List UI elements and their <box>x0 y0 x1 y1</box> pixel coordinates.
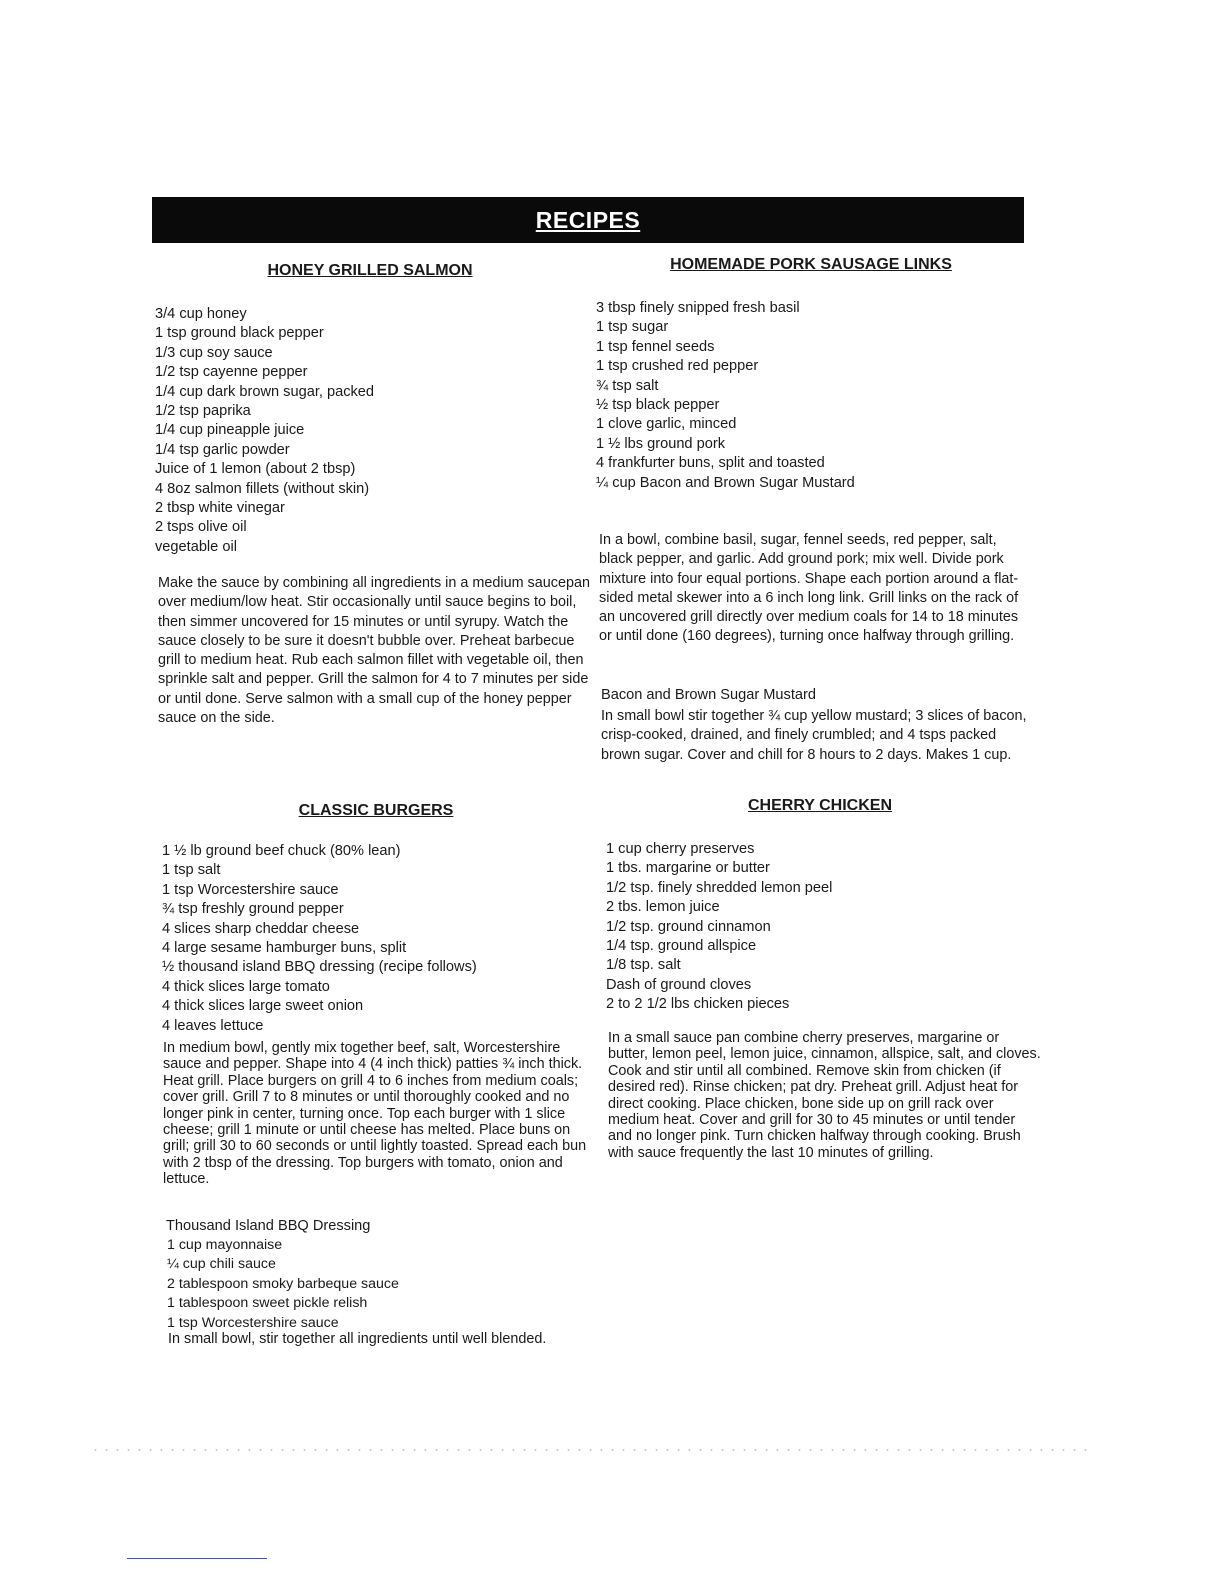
salmon-ingredient-list <box>155 305 374 557</box>
ingredient-item: 1/2 tsp. finely shredded lemon peel <box>606 879 833 896</box>
burgers-ingredient-list <box>162 842 477 1036</box>
ingredient-item: 4 8oz salmon fillets (without skin) <box>155 480 370 497</box>
ingredient-item: 1 tablespoon sweet pickle relish <box>167 1295 368 1312</box>
page-title: RECIPES <box>535 206 641 233</box>
ingredient-item: vegetable oil <box>155 538 237 555</box>
ingredient-item: 1/2 tsp cayenne pepper <box>155 364 308 381</box>
ingredient-item: 1 tsp sugar <box>596 319 669 336</box>
mustard-title: Bacon and Brown Sugar Mustard <box>601 687 816 703</box>
ingredient-item: 2 tablespoon smoky barbeque sauce <box>167 1275 399 1292</box>
scan-speckle <box>90 1448 1090 1452</box>
ingredient-item: 4 thick slices large tomato <box>162 978 330 995</box>
sausage-title: HOMEMADE PORK SAUSAGE LINKS <box>670 256 952 273</box>
ingredient-item: 1 cup mayonnaise <box>167 1237 283 1253</box>
ingredient-item: 2 tbsp white vinegar <box>155 500 285 517</box>
footer-rule <box>127 1558 267 1559</box>
dressing-title: Thousand Island BBQ Dressing <box>166 1218 371 1234</box>
salmon-title: HONEY GRILLED SALMON <box>267 262 473 279</box>
ingredient-item: 3 tbsp finely snipped fresh basil <box>596 300 800 316</box>
burgers-directions: In medium bowl, gently mix together beef, salt, Worcestershire sauce and pepper. Shape into 4 (4 inch thick) patties ¾ inch thick. Heat grill. Place burgers on grill 4 to 6 inches from medium coals; cover grill. Grill 7 to 8 minutes or until thoroughly cooked and no longer pink in center, turning once. Top each burger with 1 slice cheese; grill 1 minute or until cheese has melted. Place buns on grill; grill 30 to 60 seconds or until lightly toasted. Spread each bun with 2 tbsp of the dressing. Top burgers with tomato, onion and lettuce. <box>163 1040 587 1188</box>
chicken-title: CHERRY CHICKEN <box>747 797 893 814</box>
ingredient-item: 2 tsps olive oil <box>155 519 247 536</box>
ingredient-item: ½ thousand island BBQ dressing (recipe follows) <box>162 959 477 976</box>
ingredient-item: 1 ½ lbs ground pork <box>596 435 725 452</box>
ingredient-item: 4 thick slices large sweet onion <box>162 998 364 1015</box>
sausage-ingredient-list <box>596 299 855 493</box>
ingredient-item: 3/4 cup honey <box>155 306 247 322</box>
ingredient-item: 1 tsp salt <box>162 862 221 879</box>
ingredient-item: ¼ cup chili sauce <box>167 1256 276 1273</box>
chicken-directions: In a small sauce pan combine cherry preserves, margarine or butter, lemon peel, lemon juice, cinnamon, allspice, salt, and cloves. Cook and stir until all combined. Remove skin from chicken (if desired red). Rinse chicken; pat dry. Preheat grill. Adjust heat for direct cooking. Place chicken, bone side up on grill rack over medium heat. Cover and grill for 30 to 45 minutes or until tender and no longer pink. Turn chicken halfway through cooking. Brush with sauce frequently the last 10 minutes of grilling. <box>608 1030 1041 1161</box>
ingredient-item: ½ tsp black pepper <box>596 397 720 414</box>
ingredient-item: 1 tsp Worcestershire sauce <box>167 1314 339 1331</box>
ingredient-item: ¾ tsp freshly ground pepper <box>162 901 344 918</box>
ingredient-item: ¼ cup Bacon and Brown Sugar Mustard <box>596 474 855 491</box>
mustard-directions: In small bowl stir together ¾ cup yellow mustard; 3 slices of bacon, crisp-cooked, drained, and finely crumbled; and 4 tsps packed brown sugar. Cover and chill for 8 hours to 2 days. Makes 1 cup. <box>601 708 1027 763</box>
chicken-ingredient-list <box>606 840 832 1015</box>
ingredient-item: 2 to 2 1/2 lbs chicken pieces <box>606 996 790 1013</box>
ingredient-item: 1/3 cup soy sauce <box>155 344 273 361</box>
dressing-directions: In small bowl, stir together all ingredients until well blended. <box>168 1331 547 1347</box>
ingredient-item: 1 tsp fennel seeds <box>596 338 715 355</box>
ingredient-item: 1 tbs. margarine or butter <box>606 860 770 877</box>
ingredient-item: 1/2 tsp. ground cinnamon <box>606 918 771 935</box>
ingredient-item: 1/4 tsp. ground allspice <box>606 938 757 955</box>
ingredient-item: 4 large sesame hamburger buns, split <box>162 940 407 957</box>
ingredient-item: 1 tsp crushed red pepper <box>596 358 759 375</box>
ingredient-item: 1 tsp Worcestershire sauce <box>162 881 339 898</box>
ingredient-item: 1/4 tsp garlic powder <box>155 441 290 458</box>
dressing-ingredient-list <box>167 1236 399 1333</box>
ingredient-item: 1/8 tsp. salt <box>606 957 681 974</box>
ingredient-item: 2 tbs. lemon juice <box>606 899 720 916</box>
ingredient-item: 1/4 cup pineapple juice <box>155 422 305 439</box>
ingredient-item: Juice of 1 lemon (about 2 tbsp) <box>155 461 356 478</box>
ingredient-item: 1/4 cup dark brown sugar, packed <box>155 383 375 400</box>
ingredient-item: 1 clove garlic, minced <box>596 416 737 433</box>
ingredient-item: 4 frankfurter buns, split and toasted <box>596 455 825 472</box>
burgers-title: CLASSIC BURGERS <box>298 802 454 819</box>
ingredient-item: 1 tsp ground black pepper <box>155 325 324 342</box>
ingredient-item: 1 ½ lb ground beef chuck (80% lean) <box>162 843 401 859</box>
salmon-directions: Make the sauce by combining all ingredients in a medium saucepan over medium/low heat. Stir occasionally until sauce begins to boil, then simmer uncovered for 15 minutes or until syrupy. Watch the sauce closely to be sure it doesn't bubble over. Preheat barbecue grill to medium heat. Rub each salmon fillet with vegetable oil, then sprinkle salt and pepper. Grill the salmon for 4 to 7 minutes per side or until done. Serve salmon with a small cup of the honey pepper sauce on the side. <box>158 575 590 727</box>
ingredient-item: Dash of ground cloves <box>606 976 752 993</box>
ingredient-item: 1 cup cherry preserves <box>606 841 755 857</box>
ingredient-item: ¾ tsp salt <box>596 377 659 394</box>
ingredient-item: 4 slices sharp cheddar cheese <box>162 920 360 937</box>
recipes-banner <box>152 197 1024 243</box>
ingredient-item: 1/2 tsp paprika <box>155 403 251 420</box>
ingredient-item: 4 leaves lettuce <box>162 1017 264 1034</box>
sausage-directions: In a bowl, combine basil, sugar, fennel seeds, red pepper, salt, black pepper, and garlic. Add ground pork; mix well. Divide pork mixture into four equal portions. Shape each portion around a flat-sided metal skewer into a 6 inch long link. Grill links on the rack of an uncovered grill directly over medium coals for 14 to 18 minutes or until done (160 degrees), turning once halfway through grilling. <box>599 532 1019 645</box>
